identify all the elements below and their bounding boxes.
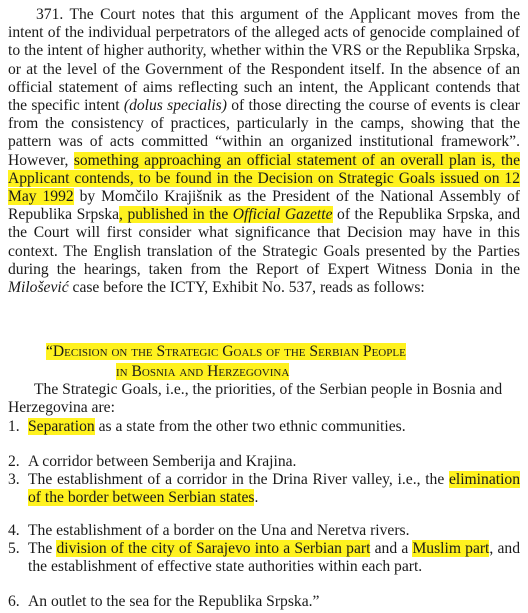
goal-text: A corridor between Semberija and Krajina. xyxy=(28,453,297,470)
goal-number: 2. xyxy=(8,453,20,470)
goal-item-1 xyxy=(8,418,520,436)
highlight-muslim-part: Muslim part xyxy=(412,540,490,557)
goal-text: . xyxy=(254,489,259,507)
paragraph-text: of those directing the course of events is clear from the consistency of practices, particularly in the camps, showing that the pattern was of acts committed “within an organized institutional framework”. However, xyxy=(8,97,520,169)
goal-text: as a state from the other two ethnic communities. xyxy=(94,418,406,435)
goal-number: 4. xyxy=(8,522,20,539)
heading-line-2: in Bosnia and Herzegovina xyxy=(116,363,290,380)
goal-item-3 xyxy=(8,471,520,507)
heading-line-1: “Decision on the Strategic Goals of the Serbian People xyxy=(46,343,406,360)
paragraph-text: case before the ICTY, Exhibit No. 537, reads as follows: xyxy=(68,279,425,297)
goal-number: 3. xyxy=(8,471,20,488)
goal-text: An outlet to the sea for the Republika Srpska.” xyxy=(28,593,320,610)
highlight-published: , published in the xyxy=(119,206,233,224)
goal-number: 1. xyxy=(8,418,20,435)
goal-item-5 xyxy=(8,540,520,576)
goal-item-4 xyxy=(8,522,520,540)
highlight-official-gazette: Official Gazette xyxy=(232,206,333,224)
goal-text: and a xyxy=(370,540,413,557)
highlight-official-statement: something approaching an official statement of an overall plan is, the Applicant contends, to be found in the Decision on Strategic Goals issued on 12 May 1992 xyxy=(8,151,520,206)
goal-text: The establishment of a corridor in the Drina River valley, i.e., the xyxy=(28,471,449,488)
goal-text: The xyxy=(28,540,57,557)
paragraph-text: of the Republika Srpska, and the Court will first consider what significance that Decision may have in this context. The English translation of the Strategic Goals presented by the Parties during the hearings, taken from the Report of Expert Witness Donia in the xyxy=(8,206,520,278)
goal-item-2 xyxy=(8,453,520,471)
highlight-separation: Separation xyxy=(28,418,95,435)
decision-heading xyxy=(8,342,520,382)
highlight-elimination-border: elimination of the border between Serbian states xyxy=(28,471,520,507)
goal-number: 5. xyxy=(8,540,20,557)
intro-text: The Strategic Goals, i.e., the priorities, of the Serbian people in Bosnia and Herzegovina are: xyxy=(8,381,503,417)
dolus-specialis-italic: (dolus specialis) xyxy=(123,97,227,115)
highlight-division-sarajevo: division of the city of Sarajevo into a Serbian part xyxy=(56,540,371,557)
paragraph-371 xyxy=(8,6,520,297)
paragraph-text: The Court notes that this argument of the Applicant moves from the intent of the individual perpetrators of the alleged acts of genocide complained of to the intent of higher authority, whether within the VRS or the Republika Srpska, or at the level of the Government of the Respondent itself. In the absence of an official statement of aims reflecting such an intent, the Applicant contends that the specific intent xyxy=(8,6,520,115)
milosevic-italic: Milošević xyxy=(8,279,69,297)
goal-text: , and the establishment of effective state authorities within each part. xyxy=(28,540,521,576)
paragraph-number: 371. xyxy=(36,6,64,23)
paragraph-text: by Momčilo Krajišnik as the President of the National Assembly of Republika Srpska xyxy=(8,188,520,224)
goal-number: 6. xyxy=(8,593,20,610)
strategic-goals-intro xyxy=(8,381,520,417)
goal-text: The establishment of a border on the Una and Neretva rivers. xyxy=(28,522,410,539)
goal-item-6 xyxy=(8,593,520,611)
